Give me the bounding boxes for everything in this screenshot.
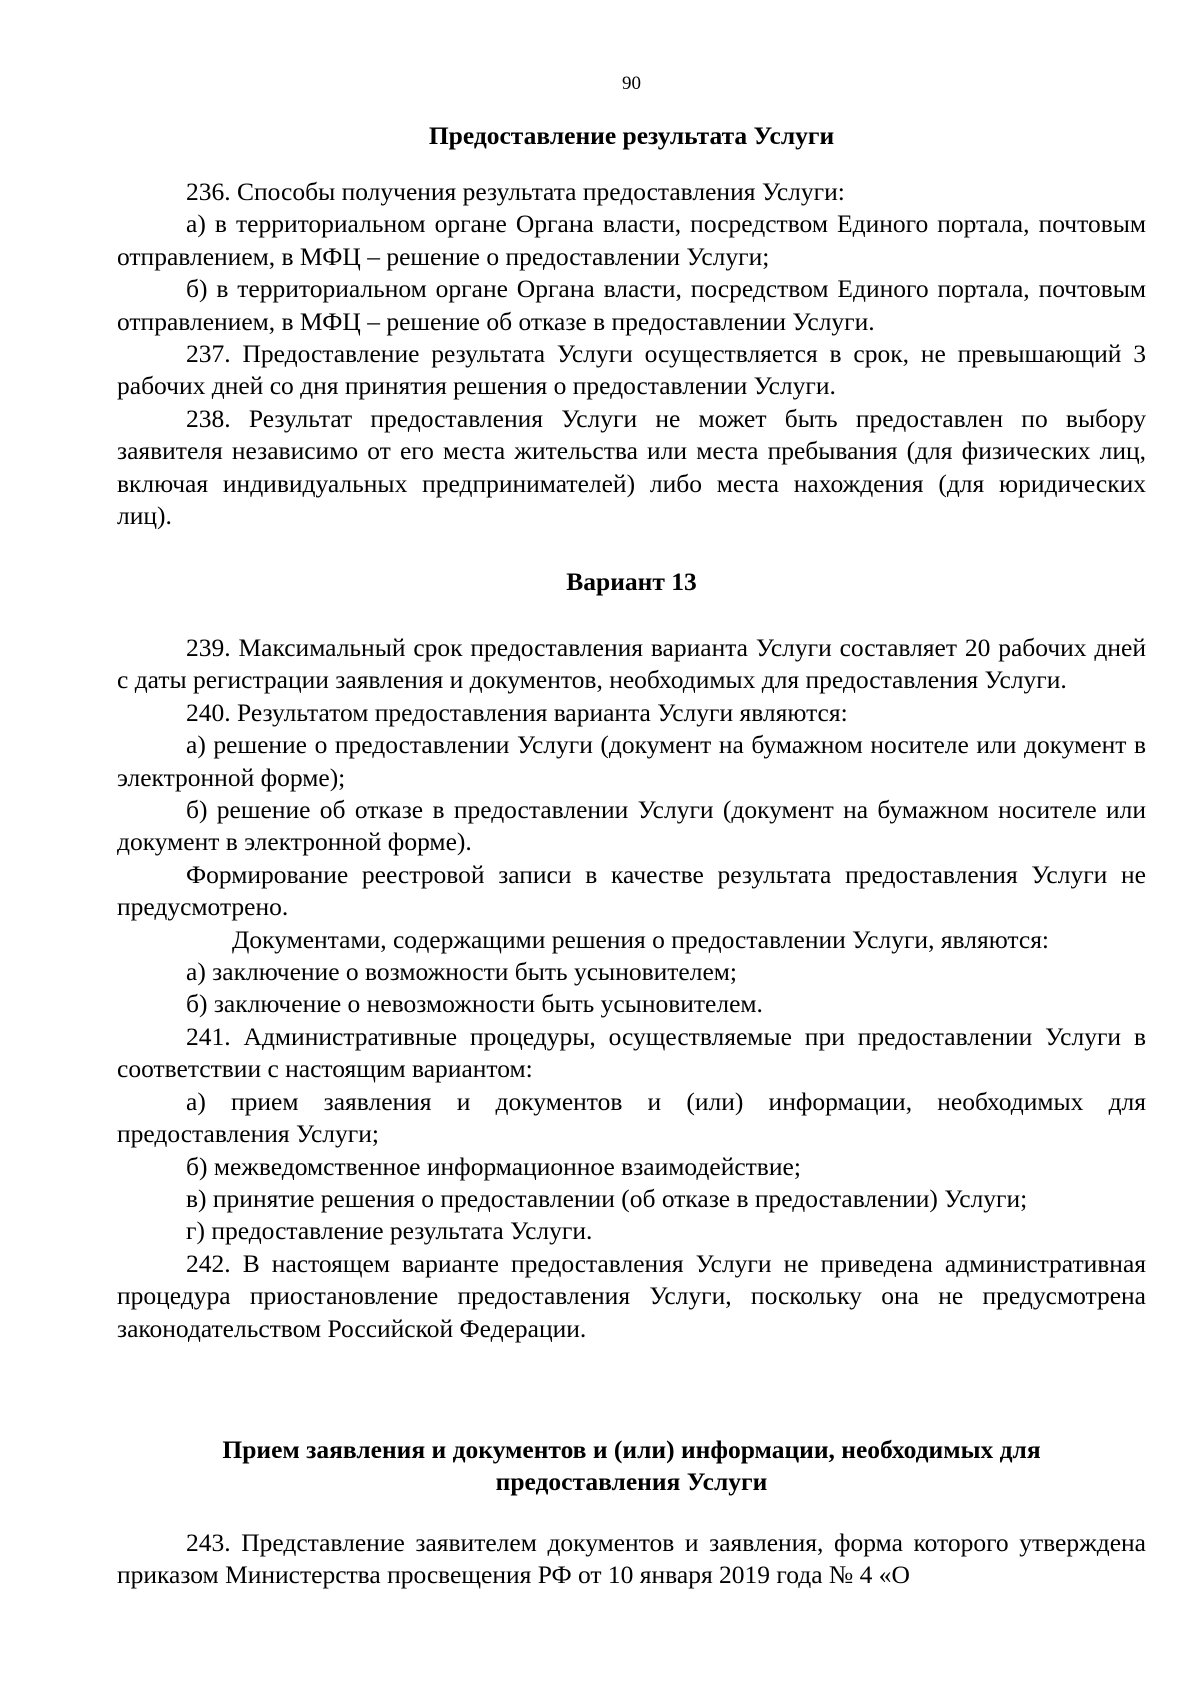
paragraph-238: 238. Результат предоставления Услуги не может быть предоставлен по выбору заявителя независимо от его места жительства или места пребывания (для физических лиц, включая индивидуальных предпринимателей) либо места нахождения (для юридических лиц). — [117, 403, 1146, 531]
paragraph-240-b: б) решение об отказе в предоставлении Услуги (документ на бумажном носителе или документ в электронной форме). — [117, 795, 1146, 857]
paragraph-241: 241. Административные процедуры, осуществляемые при предоставлении Услуги в соответствии с настоящим вариантом: — [117, 1021, 1146, 1084]
paragraph-236: 236. Способы получения результата предоставления Услуги: — [186, 177, 845, 206]
section-heading-result: Предоставление результата Услуги — [428, 121, 835, 150]
paragraph-237: 237. Предоставление результата Услуги осуществляется в срок, не превышающий 3 рабочих дней со дня принятия решения о предоставлении Услуги. — [117, 339, 1146, 401]
paragraph-conclusion-a: а) заключение о возможности быть усыновителем; — [186, 957, 738, 987]
section-heading-line-2: предоставления Услуги — [495, 1467, 768, 1496]
section-body-application-intake — [117, 1527, 1146, 1592]
paragraph-241-c: в) принятие решения о предоставлении (об отказе в предоставлении) Услуги; — [186, 1183, 1028, 1213]
section-heading-application-intake — [117, 1434, 1146, 1498]
paragraph-241-d: г) предоставление результата Услуги. — [186, 1216, 593, 1246]
paragraph-241-a: а) прием заявления и документов и (или) информации, необходимых для предоставления Услуги; — [117, 1086, 1146, 1149]
paragraph-236-b: б) в территориальном органе Органа власти, посредством Единого портала, почтовым отправлением, в МФЦ – решение об отказе в предоставлении Услуги. — [117, 274, 1146, 336]
paragraph-240-a: а) решение о предоставлении Услуги (документ на бумажном носителе или документ в электронной форме); — [117, 730, 1146, 792]
section-body-variant-13 — [117, 632, 1146, 1345]
section-body-result — [117, 176, 1146, 532]
paragraph-236-a: а) в территориальном органе Органа власти, посредством Единого портала, почтовым отправлением, в МФЦ – решение о предоставлении Услуги; — [117, 209, 1146, 271]
paragraph-239: 239. Максимальный срок предоставления варианта Услуги составляет 20 рабочих дней с даты регистрации заявления и документов, необходимых для предоставления Услуги. — [117, 633, 1146, 695]
section-heading-line-1: Прием заявления и документов и (или) информации, необходимых для — [222, 1435, 1041, 1464]
paragraph-decision-documents: Документами, содержащими решения о предоставлении Услуги, являются: — [232, 924, 1050, 954]
paragraph-240: 240. Результатом предоставления варианта Услуги являются: — [186, 697, 848, 727]
paragraph-242: 242. В настоящем варианте предоставления Услуги не приведена административная процедура приостановление предоставления Услуги, поскольку она не предусмотрена законодательством Российской Федерации. — [117, 1248, 1146, 1343]
paragraph-241-b: б) межведомственное информационное взаимодействие; — [186, 1151, 801, 1181]
paragraph-243: 243. Представление заявителем документов и заявления, форма которого утверждена приказом Министерства просвещения РФ от 10 января 2019 года № 4 «О — [117, 1528, 1146, 1590]
section-heading-variant-13: Вариант 13 — [566, 567, 697, 596]
paragraph-registry-note: Формирование реестровой записи в качестве результата предоставления Услуги не предусмотрено. — [117, 859, 1146, 922]
paragraph-conclusion-b: б) заключение о невозможности быть усыновителем. — [186, 989, 763, 1019]
page-number: 90 — [622, 73, 641, 94]
